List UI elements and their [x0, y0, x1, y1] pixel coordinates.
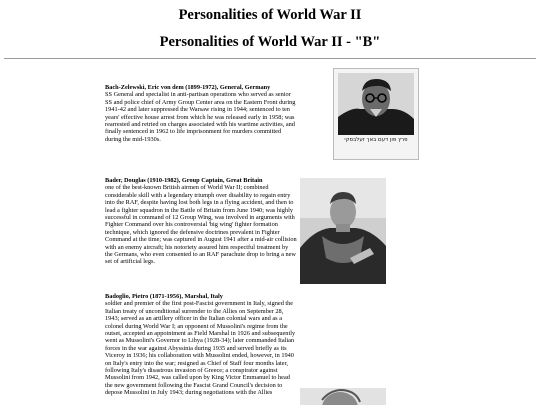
entry-badoglio [105, 293, 297, 397]
portrait-photo-badoglio [300, 388, 386, 405]
entry-heading: Bach-Zelewski, Eric von dem (1899-1972), General, Germany [105, 84, 271, 91]
site-title: Personalities of World War II [178, 7, 362, 23]
page-title: Personalities of World War II - "B" [159, 34, 381, 50]
photo-caption: פרץ פון דעם באך זעלבסקי [344, 137, 408, 143]
entry-heading: Bader, Douglas (1910-1982), Group Captain, Great Britain [105, 177, 263, 184]
portrait-photo-bader [300, 178, 386, 284]
portrait-image [300, 388, 386, 405]
entry-heading: Badoglio, Pietro (1871-1956), Marshal, Italy [105, 293, 223, 300]
entry-bader [105, 177, 297, 266]
portrait-image [334, 69, 418, 159]
entry-body: soldier and premier of the first post-Fascist government in Italy, signed the Italian treaty of unconditional surrender to the Allies on September 28, 1943; served as an artillery officer in the Italian colonial wars and as a colonel during World War I; an opponent of Mussolini's regime from the outset, accepted an appointment as Field Marshal in 1926 and subsequently went as Mussolini's Governor to Libya (1928-34); later commanded Italian forces in the war against Abyssinia during 1935 and served briefly as its Viceroy in 1936; his collaboration with Mussolini ended, however, in 1940 on Italy's entry into the war; resigned as Chief of Staff four months later, following Italy's disastrous invasion of Greece; a conspirator against Mussolini from 1942, was called upon by King Victor Emmanuel to head the new government following the Fascist Grand Council's decision to depose Mussolini in July 1943; during negotiations with the Allies [105, 300, 296, 397]
entry-bach-zelewski [105, 84, 297, 143]
portrait-image [300, 178, 386, 284]
entry-body: one of the best-known British airmen of World War II; combined considerable skill with a legendary triumph over disability to regain entry into the RAF, despite having lost both legs in a flying accident, and then to lead a fighter squadron in the Battle of Britain from June 1940; was highly successful in command of 12 Group Wing, was involved in arguments with Fighter Command over his controversial 'big wing' fighter formation technique, which ignored the defensive doctrines prevalent in Fighter Command at the time; was captured in August 1941 after a mid-air collision with an enemy aircraft; his notoriety assured him respectful treatment by the Germans, who even consented to an RAF parachute drop to bring a new set of artificial legs. [105, 184, 297, 266]
portrait-photo-bach-zelewski [333, 68, 419, 160]
entry-body: SS General and specialist in anti-partisan operations who served as senior SS and police chief of Army Group Center area on the Eastern Front during 1941-42 and later suppressed the Warsaw rising in 1944; sentenced to ten years' effective house arrest from which he was released early in 1958; was rearrested and retried on charges associated with his wartime activities, and finally sentenced in 1962 to life imprisonment for murders committed during the mid-1930s. [105, 91, 296, 143]
header-divider [4, 58, 536, 59]
